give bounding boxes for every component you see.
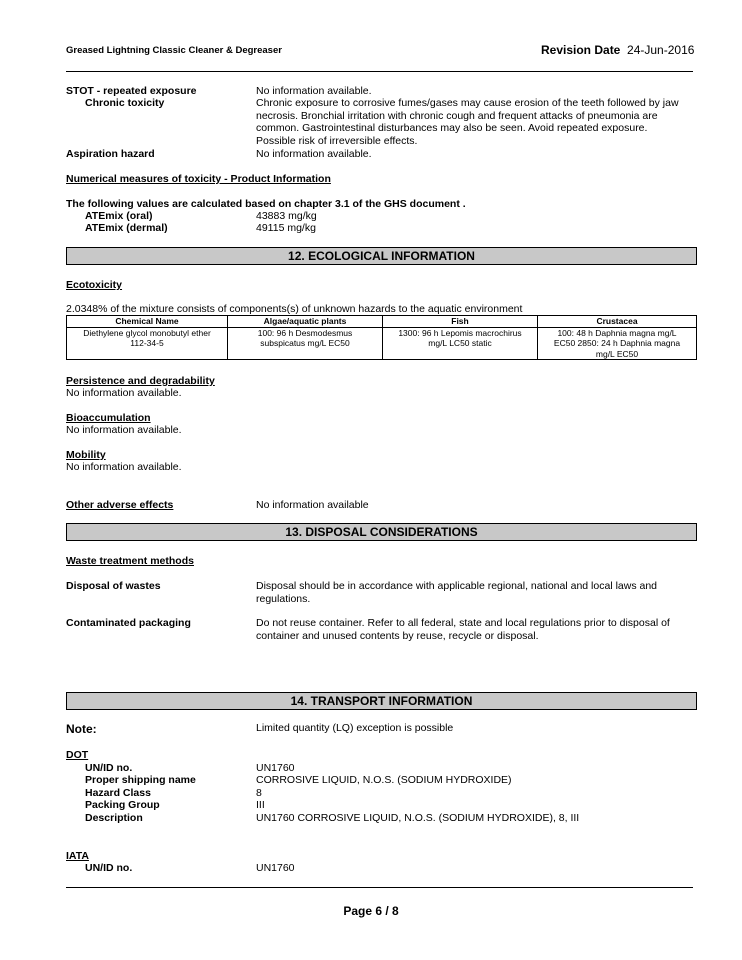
mobility-value: No information available. (66, 461, 182, 473)
col-fish: Fish (383, 316, 538, 328)
atemix-dermal-label: ATEmix (dermal) (85, 222, 168, 234)
atemix-oral-label: ATEmix (oral) (85, 210, 153, 222)
revision-date-value: 24-Jun-2016 (627, 43, 695, 57)
persistence-heading: Persistence and degradability (66, 375, 215, 387)
note-label: Note: (66, 722, 97, 736)
table-header-row (67, 316, 697, 328)
col-algae: Algae/aquatic plants (228, 316, 383, 328)
atemix-oral-value: 43883 mg/kg (256, 210, 317, 222)
persistence-value: No information available. (66, 387, 182, 399)
mixture-note: 2.0348% of the mixture consists of components(s) of unknown hazards to the aquatic environment (66, 303, 523, 315)
other-effects-heading: Other adverse effects (66, 499, 174, 511)
table-row (67, 327, 697, 360)
disposal-line: Disposal should be in accordance with applicable regional, national and local laws and (256, 580, 658, 592)
atemix-dermal-value: 49115 mg/kg (256, 222, 316, 234)
section-13-title: 13. DISPOSAL CONSIDERATIONS (66, 523, 697, 541)
dot-unid-value: UN1760 (256, 762, 295, 774)
dot-hazard-label: Hazard Class (85, 787, 151, 799)
dot-description-value: UN1760 CORROSIVE LIQUID, N.O.S. (SODIUM HYDROXIDE), 8, III (256, 812, 580, 824)
cell-chemical-name: Diethylene glycol monobutyl ether 112-34-5 (67, 327, 228, 360)
chronic-line: necrosis. Bronchial irritation with chronic cough and frequent attacks of pneumonia are (256, 109, 658, 122)
revision-label: Revision Date (541, 43, 621, 57)
product-name: Greased Lightning Classic Cleaner & Degreaser (66, 45, 282, 56)
footer-rule (66, 887, 693, 888)
chronic-line: common. Gastrointestinal disturbances may also be seen. Avoid repeated exposure. (256, 122, 648, 134)
packaging-line: Do not reuse container. Refer to all federal, state and local regulations prior to disposal of (256, 617, 670, 629)
mobility-heading: Mobility (66, 449, 106, 461)
disposal-line: regulations. (256, 592, 311, 605)
dot-packing-value: III (256, 799, 265, 811)
waste-treatment-heading: Waste treatment methods (66, 555, 194, 567)
numerical-measures-heading: Numerical measures of toxicity - Product Information (66, 173, 331, 185)
aspiration-value: No information available. (256, 148, 372, 160)
dot-description-label: Description (85, 812, 143, 824)
packaging-value (256, 617, 670, 642)
calc-note: The following values are calculated based on chapter 3.1 of the GHS document . (66, 198, 466, 210)
iata-unid-label: UN/ID no. (85, 862, 133, 874)
ecotoxicity-table (66, 315, 697, 360)
dot-psn-label: Proper shipping name (85, 774, 196, 786)
disposal-value (256, 580, 657, 605)
cell-crustacea: 100: 48 h Daphnia magna mg/L EC50 2850: 24 h Daphnia magna mg/L EC50 (538, 327, 697, 360)
aspiration-label: Aspiration hazard (66, 148, 155, 160)
chronic-line: Possible risk of irreversible effects. (256, 134, 418, 147)
cell-fish: 1300: 96 h Lepomis macrochirus mg/L LC50 static (383, 327, 538, 360)
dot-unid-label: UN/ID no. (85, 762, 133, 774)
bioaccumulation-value: No information available. (66, 424, 182, 436)
stot-value: No information available. (256, 85, 372, 97)
stot-label: STOT - repeated exposure (66, 85, 197, 97)
section-12-title: 12. ECOLOGICAL INFORMATION (66, 247, 697, 265)
col-chemical-name: Chemical Name (67, 316, 228, 328)
dot-heading: DOT (66, 749, 89, 761)
dot-packing-label: Packing Group (85, 799, 160, 811)
chronic-line: Chronic exposure to corrosive fumes/gases may cause erosion of the teeth followed by jaw (256, 97, 679, 109)
page-number: Page 6 / 8 (343, 904, 399, 918)
ecotoxicity-heading: Ecotoxicity (66, 279, 123, 291)
dot-psn-value: CORROSIVE LIQUID, N.O.S. (SODIUM HYDROXIDE) (256, 774, 512, 786)
chronic-value (256, 97, 701, 147)
packaging-label: Contaminated packaging (66, 617, 191, 629)
disposal-label: Disposal of wastes (66, 580, 161, 592)
revision-date (541, 43, 694, 57)
cell-algae: 100: 96 h Desmodesmus subspicatus mg/L EC50 (228, 327, 383, 360)
dot-hazard-value: 8 (256, 787, 262, 799)
section-14-title: 14. TRANSPORT INFORMATION (66, 692, 697, 710)
chronic-label: Chronic toxicity (85, 97, 165, 109)
note-value: Limited quantity (LQ) exception is possible (256, 722, 454, 734)
col-crustacea: Crustacea (538, 316, 697, 328)
other-effects-value: No information available (256, 499, 369, 511)
header-rule (66, 71, 693, 72)
iata-unid-value: UN1760 (256, 862, 295, 874)
bioaccumulation-heading: Bioaccumulation (66, 412, 151, 424)
packaging-line: container and unused contents by reuse, recycle or disposal. (256, 629, 539, 642)
iata-heading: IATA (66, 850, 89, 862)
